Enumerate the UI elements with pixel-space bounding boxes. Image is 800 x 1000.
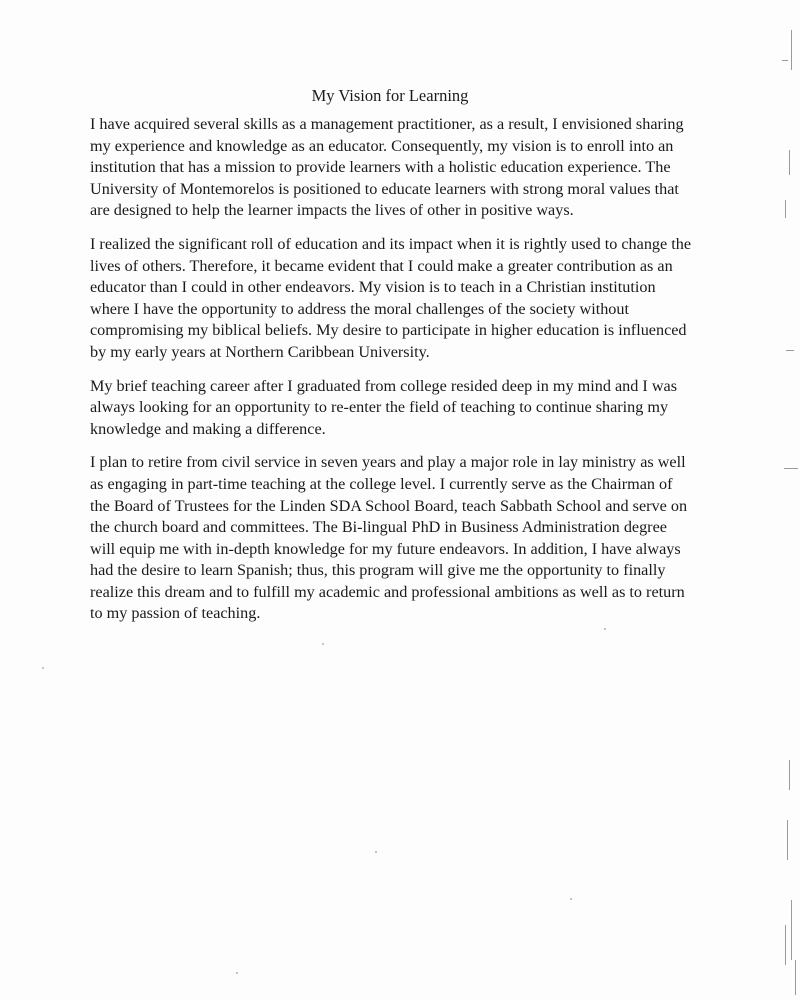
scan-mark (789, 760, 790, 790)
document-body (90, 114, 695, 637)
scan-speck (375, 851, 377, 853)
paragraph-4: I plan to retire from civil service in seven years and play a major role in lay ministry as well as engaging in part-time teaching at the college level. I currently serve as the Chairman of the Board of Trustees for the Linden SDA School Board, teach Sabbath School and serve on the church board and committees. The Bi-lingual PhD in Business Administration degree will equip me with in-depth knowledge for my future endeavors. In addition, I have always had the desire to learn Spanish; thus, this program will give me the opportunity to finally realize this dream and to fulfill my academic and professional ambitions as well as to return to my passion of teaching. (90, 453, 688, 623)
paragraph-3: My brief teaching career after I graduated from college resided deep in my mind and I was always looking for an opportunity to re-enter the field of teaching to continue sharing my knowledge and making a difference. (90, 376, 677, 438)
scan-mark (789, 150, 790, 175)
scan-speck (604, 628, 606, 630)
scan-speck (42, 667, 44, 669)
document-title: My Vision for Learning (311, 86, 469, 105)
scan-mark (785, 925, 786, 965)
scan-speck (570, 898, 572, 900)
paragraph-1: I have acquired several skills as a management practitioner, as a result, I envisioned sharing my experience and knowledge as an educator. Consequently, my vision is to enroll into an institution that has a mission to provide learners with a holistic education experience. The University of Montemorelos is positioned to educate learners with strong moral values that are designed to help the learner impacts the lives of other in positive ways. (90, 115, 684, 220)
scan-mark (795, 960, 796, 995)
scan-mark (786, 350, 794, 351)
scan-speck (236, 972, 238, 974)
paragraph-2: I realized the significant roll of education and its impact when it is rightly used to change the lives of others. Therefore, it became evident that I could make a greater contribution as an educator than I could in other endeavors. My vision is to teach in a Christian institution where I have the opportunity to address the moral challenges of the society without compromising my biblical beliefs. My desire to participate in higher education is influenced by my early years at Northern Caribbean University. (90, 234, 692, 361)
scan-speck (322, 643, 324, 645)
scan-mark (787, 820, 788, 860)
scan-edge-artifacts (770, 0, 800, 1000)
scan-mark (785, 200, 786, 218)
scan-mark (782, 60, 788, 61)
scan-mark (784, 468, 798, 469)
scan-mark (791, 900, 792, 960)
scan-mark (791, 30, 792, 70)
